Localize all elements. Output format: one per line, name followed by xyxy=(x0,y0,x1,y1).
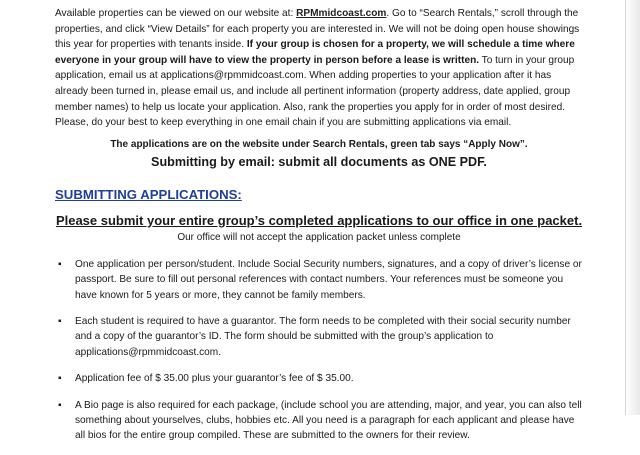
intro-bold-text: If your group is chosen for a property, we will schedule a time where everyone in your group will have to view the property in person before a lease is written. xyxy=(55,39,575,66)
list-item xyxy=(55,257,583,303)
bullet-icon: ▪ xyxy=(58,315,62,327)
intro-text-3: To turn in your group application, email us at applications@rpmmidcoast.com. When adding properties to your application after it has already been turned in, please email us, and include all pertinent information (property address, date applied, group member names) to help us locate your application. Also, rank the properties you apply for in order of most desired. Please, do your best to keep everything in one email chain if you are submitting applications via email. xyxy=(55,54,575,129)
list-item xyxy=(55,314,583,360)
intro-text-2: . Go to “Search Rentals,” scroll through the properties, and click “View Details” for each property you are interested in. We will not be doing open house showings this year for properties with tenants inside. xyxy=(55,8,580,51)
intro-paragraph xyxy=(55,6,583,131)
list-item xyxy=(55,398,583,444)
packet-heading: Please submit your entire group’s completed applications to our office in one packet. xyxy=(55,212,583,228)
bullet-icon: ▪ xyxy=(58,258,62,270)
list-item xyxy=(55,371,583,386)
page-edge xyxy=(625,0,640,415)
list-item-text: One application per person/student. Include Social Security numbers, signatures, and a copy of driver’s license or passport. Be sure to fill out personal references with contact numbers. Your references must be someone you have known for 5 years or more, they cannot be family members. xyxy=(75,258,582,301)
list-item-text: A Bio page is also required for each package, (include school you are attending, major, and year, you can also tell something about yourselves, clubs, hobbies etc. All you need is a paragraph for each applicant and please have all bios for the entire group compiled. These are submitted to the owners for their review. xyxy=(75,399,582,442)
bullet-icon: ▪ xyxy=(58,373,62,385)
submit-email-note: Submitting by email: submit all documents as ONE PDF. xyxy=(151,154,487,169)
requirements-list xyxy=(55,257,583,444)
website-link[interactable]: RPMmidcoast.com xyxy=(296,8,387,19)
list-item-text: Application fee of $ 35.00 plus your guarantor’s fee of $ 35.00. xyxy=(75,373,354,385)
submitting-applications-heading: SUBMITTING APPLICATIONS: xyxy=(55,186,242,202)
packet-subtext: Our office will not accept the application packet unless complete xyxy=(177,231,461,243)
intro-text-1: Available properties can be viewed on our website at: xyxy=(55,8,297,19)
list-item-text: Each student is required to have a guarantor. The form needs to be completed with their social security number and a copy of the guarantor’s ID. The form should be submitted with the group’s application to applications@rpmmidcoast.com. xyxy=(75,315,571,358)
document-content xyxy=(55,6,583,455)
apply-now-note: The applications are on the website under Search Rentals, green tab says “Apply Now”. xyxy=(110,138,528,150)
bullet-icon: ▪ xyxy=(58,399,62,411)
